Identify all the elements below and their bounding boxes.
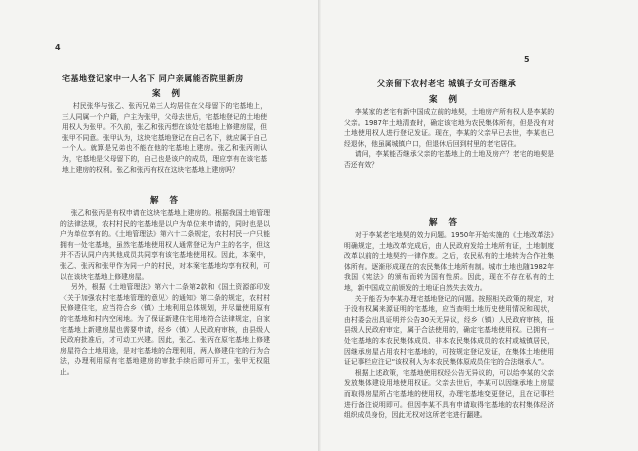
- case-paragraph: 村民张华与张乙、张丙兄弟三人均居住在父母留下的宅基地上，三人同属一个户籍，户主为张甲，父母去世后，宅基地登记的土地使用权人为张甲。不久前，张乙和张丙想在该处宅基地上修建房屋，但张甲不同意。张甲认为，这块宅基地登记在自己名下，就应属于自己一个人。就算是兄弟也不能在他的宅基地上建房。张乙和张丙则认为，宅基地是父母留下的，自己也是该户的成员，理应享有在该宅基地上建房的权利。张乙和张丙有权在这块宅基地上建房吗？: [62, 102, 267, 174]
- answer-text: [344, 230, 554, 421]
- left-page: [0, 0, 318, 451]
- case-label: 案 例: [429, 95, 461, 105]
- case-paragraph: 请问，李某能否继承父亲的宅基地上的土地及房产？老宅的地契是否还有效？: [344, 150, 554, 169]
- answer-paragraph: 根据上述政策，宅基地使用权经公告无异议的，可以给李某的父亲发放集体建设用地使用权证。父亲去世后，李某可以因继承地上房屋而取得房屋所占宅基地的使用权，办理宅基地变更登记，且在记事栏进行备注说明即可。但因李某不具有申请取得宅基地的农村集体经济组织成员身份，因此无权对这所老宅进行翻建。: [344, 368, 554, 420]
- article-headline: 父亲留下农村老宅 城镇子女可否继承: [377, 79, 517, 88]
- case-text: [344, 107, 554, 171]
- answer-paragraph: 关于能否为李某办理宅基地登记的问题。按照相关政策的规定，对于没有权属来源证明的宅基地，应当查明土地历史使用情况和现状，由村委会出具证明并公告30天无异议，经乡（镇）人民政府审核，报县级人民政府审定，属于合法使用的，确定宅基地使用权。已拥有一处宅基地的本农民集体成员、非本农民集体成员的农村或城镇居民，因继承房屋占用农村宅基地的，可按规定登记发证，在集体土地使用证记事栏应注记“该权利人为本农民集体原成员住宅的合法继承人”。: [344, 294, 554, 367]
- answer-paragraph: 另外，根据《土地管理法》第六十二条第2款和《国土资源部印发〈关于加强农村宅基地管理的意见〉的通知》第二条的规定，农村村民修建住宅，应当符合乡（镇）土地利用总体规划，并尽量使用原有的宅基地和村内空闲地。为了保证新建住宅用地符合法律规定，自家宅基地上新建房屋也需要申请，经乡（镇）人民政府审核，由县级人民政府批准后，才可动工兴建。因此，张乙、张丙在原宅基地上修建房屋符合土地用途，是对宅基地的合理利用，两人修建住宅的行为合法，办理利用原有宅基地建房的审批手续后即可开工，张甲无权阻止。: [60, 283, 270, 376]
- answer-paragraph: 对于李某老宅地契的效力问题。1950年开始实施的《土地改革法》明确规定，土地改革完成后，由人民政府发给土地所有证，土地制度改革以前的土地契约一律作废。之后，农民私有的土地转为合作社集体所有。逐渐形成现在的农民集体土地所有制。城市土地也随1982年我国《宪法》的颁布而转为国有性质。因此，现在不存在私有的土地，新中国成立前颁发的土地证自然失去效力。: [344, 231, 554, 292]
- case-paragraph: 李某家的老宅有新中国成立前的地契，土地房产所有权人是李某的父亲。1987年土地清查时，确定该宅地为农民集体所有，但是没有对土地使用权人进行登记发证。现在，李某的父亲早已去世，李某也已经退休，他虽属城镇户口，但退休后回到村里的老宅居住。: [344, 108, 554, 148]
- article-headline: 宅基地登记家中一人名下 同户亲属能否院里新房: [62, 74, 244, 83]
- case-label: 案 例: [152, 89, 184, 99]
- answer-text: [60, 208, 270, 378]
- page-number: 4: [55, 43, 61, 52]
- answer-label: 解 答: [150, 196, 182, 206]
- answer-paragraph: 张乙和张丙是有权申请在这块宅基地上建房的。根据我国土地管理的法律法规，农村村民的宅基地是以户为单位来申请的，同时也是以户为单位享有的。《土地管理法》第六十二条规定，农村村民一户只能拥有一处宅基地，虽然宅基地使用权人通常登记为户主的名字，但这并不否认同户内其他成员共同享有该宅基地使用权。因此，本案中，张乙、张丙和张甲作为同一户的村民，对本案宅基地均享有权利，可以在该块宅基地上修建房屋。: [60, 209, 270, 281]
- case-text: [62, 101, 267, 175]
- right-page: [321, 0, 638, 451]
- answer-label: 解 答: [429, 218, 461, 228]
- page-number: 5: [524, 55, 530, 64]
